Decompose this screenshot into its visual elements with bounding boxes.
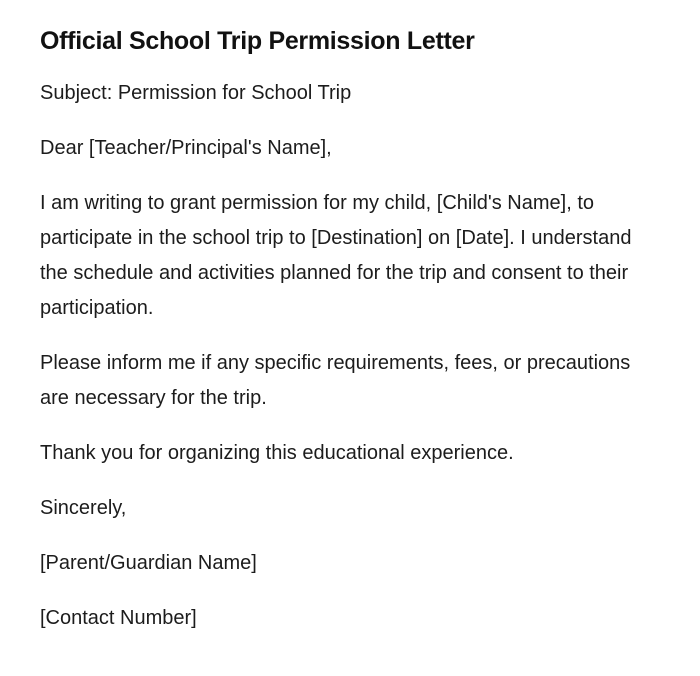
letter-body-paragraph-3: Thank you for organizing this educational experience. xyxy=(40,442,514,464)
letter-body-paragraph-1: I am writing to grant permission for my child, [Child's Name], to participate in the school trip to [Destination] on [Date]. I understand the schedule and activities planned for the trip and consent to their participation. xyxy=(40,192,632,319)
letter-contact: [Contact Number] xyxy=(40,607,197,629)
letter-title: Official School Trip Permission Letter xyxy=(40,27,475,55)
letter-salutation: Dear [Teacher/Principal's Name], xyxy=(40,137,332,159)
letter-subject: Subject: Permission for School Trip xyxy=(40,82,352,104)
letter-body-paragraph-2: Please inform me if any specific requirements, fees, or precautions are necessary for the trip. xyxy=(40,352,631,409)
letter-closing: Sincerely, xyxy=(40,497,127,519)
letter-signature-name: [Parent/Guardian Name] xyxy=(40,552,257,574)
